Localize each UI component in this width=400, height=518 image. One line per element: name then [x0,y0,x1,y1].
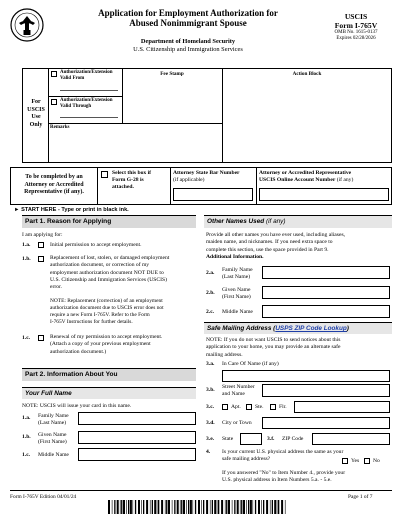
same-address-yes-checkbox[interactable] [342,458,348,464]
barcode-icon [108,500,288,514]
item-3c-number: 3.c. [206,404,215,410]
safe-mailing-note-line: NOTE: If you do not want USCIS to send notices about this [206,337,341,343]
auth-valid-from-label: Authorization/Extension Valid From [60,70,113,81]
other-names-line: maiden name, and nicknames. If you need extra space to [206,239,333,246]
full-name-heading: Your Full Name [22,387,196,399]
form-title [60,8,316,29]
side-label-1: For [31,99,41,105]
item-1b-line: U.S. Citizenship and Immigration Services (USCIS) [50,276,167,283]
flr-label: Flr. [279,404,287,410]
ste-checkbox[interactable] [246,404,252,410]
side-label-2: USCIS [27,106,45,113]
online-label-2: USCIS Online Account Number [259,176,336,183]
item-3f-number: 3.f. [267,436,275,442]
online-note: (if any) [336,176,354,183]
other-names-line: Provide all other names you have ever used, including aliases, [206,232,346,238]
form-number: Form I-765V [334,21,378,31]
item-2a-number: 2.a. [206,270,215,276]
followup-line: If you answered "No" to Item Number 4., provide your [222,470,346,476]
given-name-l2: (First Name) [38,438,67,445]
safe-mailing-title: Safe Mailing Address [207,325,272,332]
note-line: require a new Form I-765V. Refer to the Form [50,312,150,319]
attorney-completed-label [11,174,97,197]
item-1b-line: authorization document, or correction of my [50,262,150,269]
item-1a-number: 1.a. [22,242,31,248]
attorney-label-3: Representative (if any). [24,189,84,195]
item-1b-line: employment authorization document NOT DUE to [50,269,164,276]
item-3d-number: 3.d. [206,420,215,426]
given-name-l1: Given Name [38,432,67,438]
other-given-label [222,287,251,300]
auth-valid-from-checkbox[interactable] [51,71,57,77]
bar-number-note: (if applicable) [173,176,205,183]
attorney-label-1: To be completed by an [25,174,83,180]
auth-valid-through-label: Authorization/Extension Valid Through [60,98,113,109]
remarks-label: Remarks [50,125,70,130]
care-of-label: In Care Of Name (if any) [222,361,279,367]
apt-checkbox[interactable] [222,404,228,410]
state-label: State [222,436,234,442]
attorney-label-2: Attorney or Accredited [24,181,84,188]
item-1c-number: 1.c. [22,335,31,341]
item-1c-line: (Attach a copy of your previous employment [50,341,151,348]
other-family-l2: (Last Name) [222,273,251,280]
other-names-line: Additional Information. [206,253,264,260]
item-1a-checkbox[interactable] [38,242,44,248]
apt-label: Apt. [231,404,241,410]
family-name-l1: Family Name [38,413,69,419]
safe-mailing-note-line: application to your home, you may provide an alternate safe [206,344,341,351]
flr-checkbox[interactable] [270,404,276,410]
side-label-3: Use [31,114,41,120]
yes-label: Yes [351,458,360,464]
part1-intro: I am applying for: [22,232,63,238]
city-input[interactable] [262,417,390,429]
street-l2: and Name [222,390,245,397]
online-label-1: Attorney or Accredited Representative [259,170,352,176]
safe-mailing-note-line: mailing address. [206,351,243,358]
other-names-instructions [206,232,392,261]
item-3e-number: 3.e. [206,436,215,442]
item-1c-middle-number: 1.c. [22,452,31,458]
barcode [108,500,288,514]
item-1b-given-number: 1.b. [22,434,31,440]
ste-label: Ste. [255,404,264,410]
item-3a-number: 3.a. [206,361,215,367]
family-name-label [38,413,69,426]
agency-name: U.S. Citizenship and Immigration Services [133,46,243,53]
item-1b-line: Replacement of lost, stolen, or damaged employment [50,255,170,261]
other-middle-name-input[interactable] [262,305,390,318]
dhs-seal [10,8,44,42]
bar-number-input[interactable] [173,188,253,201]
side-label-4: Only [29,121,43,128]
fee-stamp-label: Fee Stamp [160,71,184,77]
other-given-l2: (First Name) [222,293,251,300]
department-name: Department of Homeland Security [140,38,236,45]
expiration-date: Expires 02/28/2026 [336,36,376,42]
family-name-l2: (Last Name) [38,419,67,426]
title-line-1: Application for Employment Authorization for [98,8,278,18]
title-line-2: Abused Nonimmigrant Spouse [129,18,247,29]
bar-number-title: Attorney State Bar Number [173,170,240,176]
other-family-label [222,267,253,280]
given-name-label [38,432,67,445]
safe-mailing-note [206,337,392,359]
other-names-heading [204,215,392,228]
other-names-line: complete this section, use the space provided in Part 9. [206,246,329,253]
form-id-block [320,12,392,42]
item-2c-number: 2.c. [206,309,215,315]
item-4-followup [222,470,392,485]
part2-note: NOTE: USCIS will issue your card in this name. [22,403,132,409]
item-2b-number: 2.b. [206,290,215,296]
start-here: ► START HERE - Type or print in black ink. [14,207,129,213]
g28-label-1: Select this box if [112,170,151,176]
middle-name-input[interactable] [78,448,196,461]
footer-page: Page 1 of 7 [348,494,373,500]
item-1b-line: error. [50,284,62,291]
apt-number-input[interactable] [294,401,390,413]
care-of-input[interactable] [222,370,390,382]
item-4-line: Is your current U.S. physical address the same as your [222,449,344,455]
note-line: NOTE: Replacement (correction) of an employment [50,298,163,304]
g28-checkbox[interactable] [101,171,108,178]
agency-block [60,38,316,54]
street-input[interactable] [262,384,390,397]
zip-lookup-link[interactable]: USPS ZIP Code Lookup [275,325,347,332]
part1-note [50,298,196,326]
g28-label-3: attached. [112,183,134,190]
zip-label: ZIP Code [282,436,304,442]
item-1a-label: Initial permission to accept employment. [50,242,142,248]
item-4-line: safe mailing address? [222,456,271,463]
online-account-input[interactable] [259,188,389,201]
other-family-name-input[interactable] [262,266,390,279]
other-names-suffix: (if any) [265,218,286,225]
item-1a-family-number: 1.a. [22,415,31,421]
uscis-use-label [24,99,48,129]
note-line: I-765V Instructions for further details. [50,319,133,326]
other-middle-label: Middle Name [222,309,253,315]
item-1b-checkbox[interactable] [38,256,44,262]
no-label: No [373,458,380,464]
item-1c-line: authorization document.) [50,348,107,355]
seal-icon [10,8,44,42]
item-3b-number: 3.b. [206,387,215,393]
g28-label [112,170,170,191]
other-given-l1: Given Name [222,287,251,293]
other-names-title: Other Names Used [207,218,265,225]
item-1c-checkbox[interactable] [38,335,44,341]
item-4-number: 4. [206,449,211,455]
street-label [222,384,255,397]
given-name-input[interactable] [78,431,196,444]
note-line: authorization document due to USCIS error does not [50,305,164,312]
auth-valid-through-checkbox[interactable] [51,99,57,105]
other-given-name-input[interactable] [262,286,390,299]
other-family-l1: Family Name [222,267,253,273]
zip-input[interactable] [312,433,390,445]
bar-number-label [173,170,257,184]
item-1b-number: 1.b. [22,256,31,262]
state-select[interactable] [240,433,262,445]
safe-mailing-heading: Safe Mailing Address (USPS ZIP Code Lookup) [204,322,392,334]
uscis-use-only-box [22,68,392,163]
middle-name-label: Middle Name [38,452,69,458]
start-here-text: START HERE - Type or print in black ink. [21,207,129,213]
form-agency: USCIS [344,12,368,21]
action-block-label: Action Block [292,71,322,77]
followup-line: U.S. physical address in Item Numbers 5.a. - 5.e. [222,477,332,484]
part2-heading: Part 2. Information About You [22,368,196,381]
item-1c-label [50,334,196,356]
item-1c-line: Renewal of my permission to accept employment. [50,334,163,340]
footer-edition: Form I-765V Edition 04/01/24 [10,494,77,500]
item-1b-label [50,255,196,291]
street-l1: Street Number [222,384,255,390]
part1-heading: Part 1. Reason for Applying [22,215,196,228]
same-address-no-checkbox[interactable] [364,458,370,464]
omb-number: OMB No. 1615-0137 [334,30,378,36]
family-name-input[interactable] [78,412,196,425]
city-label: City or Town [222,420,252,426]
online-account-label [259,170,391,184]
g28-label-2: Form G-28 is [112,176,144,183]
